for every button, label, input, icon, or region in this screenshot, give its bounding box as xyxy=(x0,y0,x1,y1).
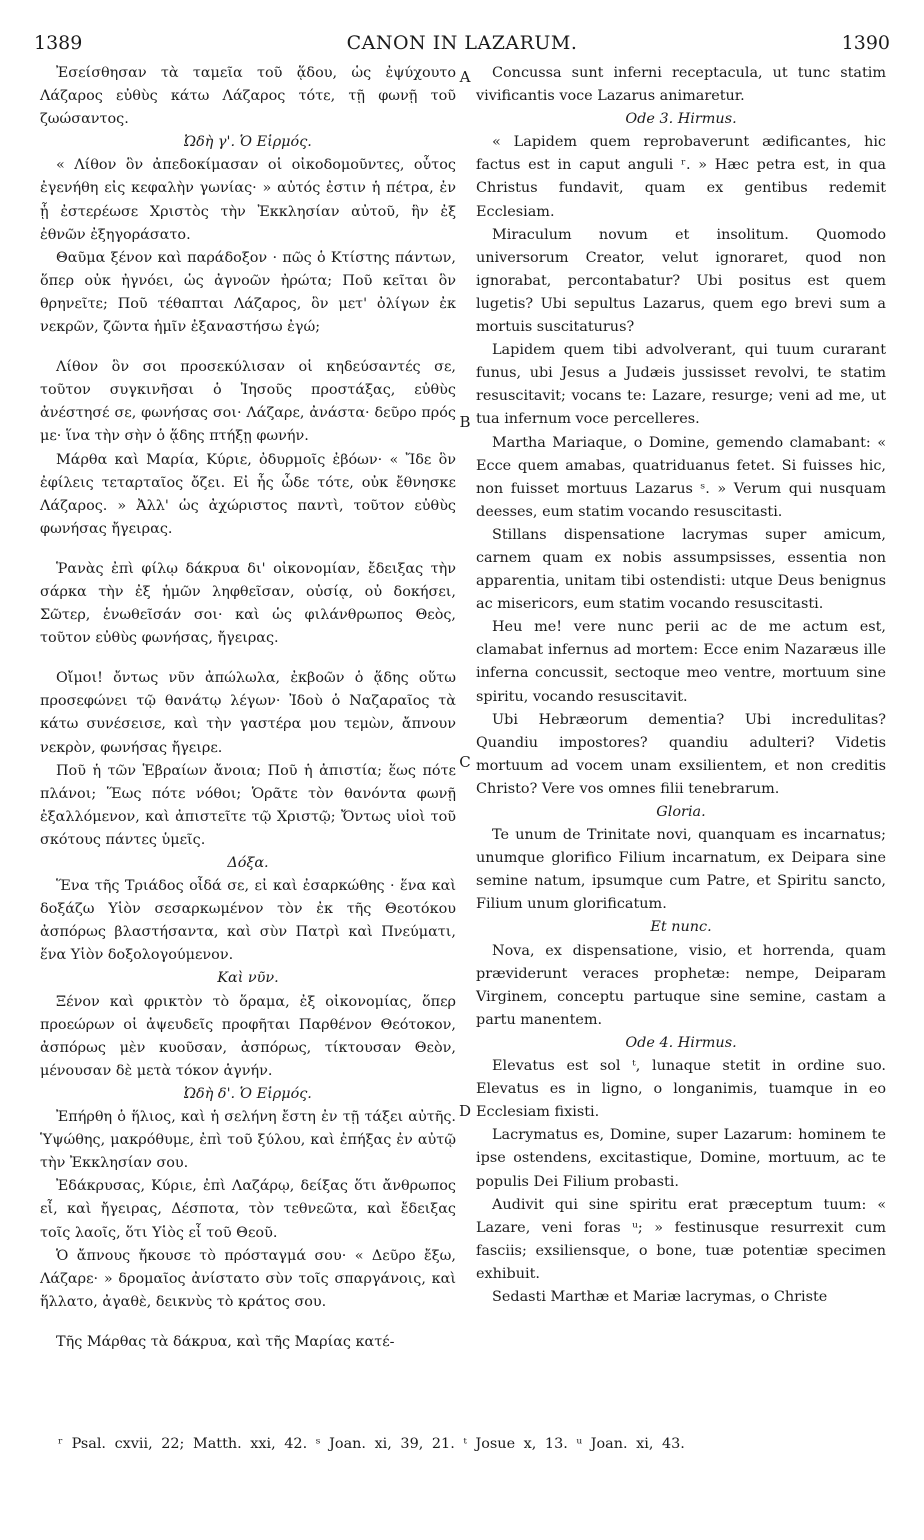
latin-paragraph: Audivit qui sine spiritu erat præceptum tuum: « Lazare, veni foras ᵘ; » festinusque resurrexit cum fasciis; exsiliensque, o bone, tuæ potentiæ specimen exhibuit. xyxy=(476,1196,886,1282)
latin-paragraph: Lapidem quem tibi advolverant, qui tuum curarant funus, ubi Jesus a Judæis jussisset revolvi, te statim resuscitavit; vocans te: Lazare, resurge; veni ad me, ut tua infernum voce percelleres. xyxy=(476,342,886,428)
greek-paragraph: Ἐδάκρυσας, Κύριε, ἐπὶ Λαζάρῳ, δείξας ὅτι ἄνθρωπος εἶ, καὶ ἤγειρας, Δέσποτα, τὸν τεθνεῶτα, καὶ ἔδειξας τοῖς λαοῖς, ὅτι Υἱὸς εἶ τοῦ Θεοῦ. xyxy=(40,1178,456,1241)
latin-paragraph: Heu me! vere nunc perii ac de me actum est, clamabat infernus ad mortem: Ecce enim Nazaræus ille inferna concussit, sectoque meo ventre, mortuum sine spiritu, vocando resuscitavit. xyxy=(476,619,886,705)
greek-paragraph: Ῥανὰς ἐπὶ φίλῳ δάκρυα δι' οἰκονομίαν, ἔδειξας τὴν σάρκα τὴν ἐξ ἡμῶν ληφθεῖσαν, οὐσίᾳ, οὐ δοκήσει, Σῶτερ, ἑνωθεῖσάν σοι· καὶ ὡς φιλάνθρωπος Θεὸς, τοῦτον εὐθὺς φωνήσας, ἤγειρας. xyxy=(40,560,456,647)
margin-marker: B xyxy=(459,413,471,431)
margin-marker: A xyxy=(459,68,471,86)
running-title: CANON IN LAZARUM. xyxy=(346,32,578,54)
latin-paragraph: Ubi Hebræorum dementia? Ubi incredulitas? Quandiu impostores? quandiu adulteri? Videtis mortuum ad vocem unam exsilientem, et non creditis Christo? Vere vos omnes filii tenebrarum. xyxy=(476,711,886,797)
greek-paragraph: « Λίθον ὃν ἀπεδοκίμασαν οἱ οἰκοδομοῦντες, οὗτος ἐγενήθη εἰς κεφαλὴν γωνίας· » αὐτός ἐστιν ἡ πέτρα, ἐν ᾗ ἐστερέωσε Χριστὸς τὴν Ἐκκλησίαν αὐτοῦ, ἣν ἐξ ἐθνῶν ἐξηγοράσατο. xyxy=(40,157,456,243)
greek-paragraph: Μάρθα καὶ Μαρία, Κύριε, ὀδυρμοῖς ἐβόων· « Ἴδε ὃν ἐφίλεις τεταρταῖος ὄζει. Εἰ ἧς ὧδε τότε, οὐκ ἔθνησκε Λάζαρος. » Ἀλλ' ὡς ἀχώριστος παντὶ, τοῦτον εὐθὺς φωνήσας ἤγειρας. xyxy=(40,451,456,537)
latin-paragraph: Stillans dispensatione lacrymas super amicum, carnem quam ex nobis assumpsisses, essentia non apparentia, unitam tibi ostendisti: utque Deus benignus ac misericors, eum statim vocando resuscitasti. xyxy=(476,526,886,613)
page-header xyxy=(34,32,890,62)
page-number-left: 1389 xyxy=(34,32,83,54)
greek-paragraph: Λίθον ὃν σοι προσεκύλισαν οἱ κηδεύσαντές σε, τοῦτον συγκινῆσαι ὁ Ἰησοῦς προστάξας, εὐθὺς ἀνέστησέ σε, φωνήσας σοι· Λάζαρε, ἀνάστα· δεῦρο πρός με· ἵνα τὴν σὴν ὁ ᾅδης πτήξῃ φωνήν. xyxy=(40,359,456,445)
greek-paragraph: Ἐσείσθησαν τὰ ταμεῖα τοῦ ᾅδου, ὡς ἐψύχουτο Λάζαρος εὐθὺς κάτω Λάζαρος τότε, τῇ φωνῇ τοῦ ζωώσαντος. xyxy=(40,65,456,128)
greek-heading: Ὠδὴ δ'. Ὁ Εἱρμός. xyxy=(184,1085,312,1102)
latin-paragraph: Elevatus est sol ᵗ, lunaque stetit in ordine suo. Elevatus es in ligno, o longanimis, tuamque in eo Ecclesiam fixisti. xyxy=(476,1058,886,1121)
greek-paragraph: Τῆς Μάρθας τὰ δάκρυα, καὶ τῆς Μαρίας κατέ- xyxy=(56,1333,395,1350)
greek-paragraph: Ξένον καὶ φρικτὸν τὸ ὅραμα, ἐξ οἰκονομίας, ὅπερ προεώρων οἱ ἀψευδεῖς προφῆται Παρθένον Θεότοκον, ἀσπόρως μὲν κυοῦσαν, ἀσπόρως, τίκτουσαν Θεὸν, μένουσαν δὲ μετὰ τόκον ἁγνήν. xyxy=(40,993,456,1079)
latin-paragraph: Te unum de Trinitate novi, quanquam es incarnatus; unumque glorifico Filium incarnatum, ex Deipara sine semine natum, ipsumque cum Patre, et Spiritu sancto, Filium unum glorificatum. xyxy=(476,827,886,913)
latin-column xyxy=(476,62,886,1309)
latin-paragraph: Concussa sunt inferni receptacula, ut tunc statim vivificantis voce Lazarus animaretur. xyxy=(476,65,886,105)
greek-paragraph: Ὁ ἄπνους ἤκουσε τὸ πρόσταγμά σου· « Δεῦρο ἔξω, Λάζαρε· » δρομαῖος ἀνίστατο σὺν τοῖς σπαργάνοις, καὶ ἥλλατο, ἀγαθὲ, δεικνὺς τὸ κράτος σου. xyxy=(40,1247,456,1310)
latin-heading: Et nunc. xyxy=(650,919,712,936)
latin-heading: Gloria. xyxy=(656,804,706,820)
greek-heading: Δόξα. xyxy=(227,855,269,871)
margin-marker: C xyxy=(459,753,471,771)
latin-paragraph: Sedasti Marthæ et Mariæ lacrymas, o Christe xyxy=(492,1288,828,1305)
latin-paragraph: Martha Mariaque, o Domine, gemendo clamabant: « Ecce quem amabas, quatriduanus fetet. Si fuisses hic, non fuisset mortuus Lazarus ˢ. » Verum qui nusquam deesses, eum statim vocando resuscitasti. xyxy=(476,434,886,520)
latin-paragraph: Miraculum novum et insolitum. Quomodo universorum Creator, velut ignoraret, quod non ignorabat, percontabatur? Ubi positus est quem lugetis? Ubi sepultus Lazarus, quem ego brevi sum a mortuis suscitaturus? xyxy=(476,226,886,336)
margin-marker: D xyxy=(458,1102,472,1120)
latin-paragraph: Nova, ex dispensatione, visio, et horrenda, quam præviderunt veraces prophetæ: nempe, Deiparam Virginem, conceptu partuque sine semine, castam a partu manentem. xyxy=(476,942,886,1028)
greek-column xyxy=(40,62,456,1354)
latin-heading: Ode 3. Hirmus. xyxy=(625,111,737,128)
greek-paragraph: Ἕνα τῆς Τριάδος οἶδά σε, εἰ καὶ ἐσαρκώθης · ἕνα καὶ δοξάζω Υἱὸν σεσαρκωμένον τὸν ἐκ τῆς Θεοτόκου ἀσπόρως βλαστήσαντα, καὶ σὺν Πατρὶ καὶ Πνεύματι, ἕνα Υἱὸν δοξολογούμενον. xyxy=(40,878,456,964)
greek-paragraph: Θαῦμα ξένον καὶ παράδοξον · πῶς ὁ Κτίστης πάντων, ὅπερ οὐκ ἠγνόει, ὡς ἀγνοῶν ἠρώτα; Ποῦ κεῖται ὃν θρηνεῖτε; Ποῦ τέθαπται Λάζαρος, ὃν μετ' ὀλίγων ἐκ νεκρῶν, ζῶντα ἡμῖν ἐξαναστήσω ἐγώ; xyxy=(40,249,456,336)
greek-paragraph: Ἐπήρθη ὁ ἥλιος, καὶ ἡ σελήνη ἔστη ἐν τῇ τάξει αὐτῆς. Ὑψώθης, μακρόθυμε, ἐπὶ τοῦ ξύλου, καὶ ἐπήξας ἐν αὐτῷ τὴν Ἐκκλησίαν σου. xyxy=(40,1109,456,1172)
latin-paragraph: « Lapidem quem reprobaverunt ædificantes, hic factus est in caput anguli ʳ. » Hæc petra est, in qua Christus fundavit, quam ex gentibus redemit Ecclesiam. xyxy=(476,134,886,220)
latin-paragraph: Lacrymatus es, Domine, super Lazarum: hominem te ipse ostendens, excitastique, Domine, mortuum, ac te populis Dei Filium probasti. xyxy=(476,1127,886,1190)
latin-heading: Ode 4. Hirmus. xyxy=(625,1034,737,1051)
greek-heading: Καὶ νῦν. xyxy=(217,970,279,987)
page-number-right: 1390 xyxy=(841,32,890,54)
greek-paragraph: Οἴμοι! ὄντως νῦν ἀπώλωλα, ἐκβοῶν ὁ ᾅδης οὕτω προσεφώνει τῷ θανάτῳ λέγων· Ἰδοὺ ὁ Ναζαραῖος τὰ κάτω συνέσεισε, καὶ τὴν γαστέρα μου τεμὼν, ἄπνουν νεκρὸν, φωνήσας ἤγειρε. xyxy=(40,670,456,756)
footnotes: ʳ Psal. cxvii, 22; Matth. xxi, 42. ˢ Joan. xi, 39, 21. ᵗ Josue x, 13. ᵘ Joan. xi, 43. xyxy=(58,1436,685,1452)
greek-heading: Ὠδὴ γ'. Ὁ Εἱρμός. xyxy=(184,134,312,151)
greek-paragraph: Ποῦ ἡ τῶν Ἑβραίων ἄνοια; Ποῦ ἡ ἀπιστία; ἕως πότε πλάνοι; Ἕως πότε νόθοι; Ὁρᾶτε τὸν θανόντα φωνῇ ἐξαλλόμενον, καὶ ἀπιστεῖτε τῷ Χριστῷ; Ὄντως υἱοὶ τοῦ σκότους πάντες ὑμεῖς. xyxy=(40,762,456,848)
